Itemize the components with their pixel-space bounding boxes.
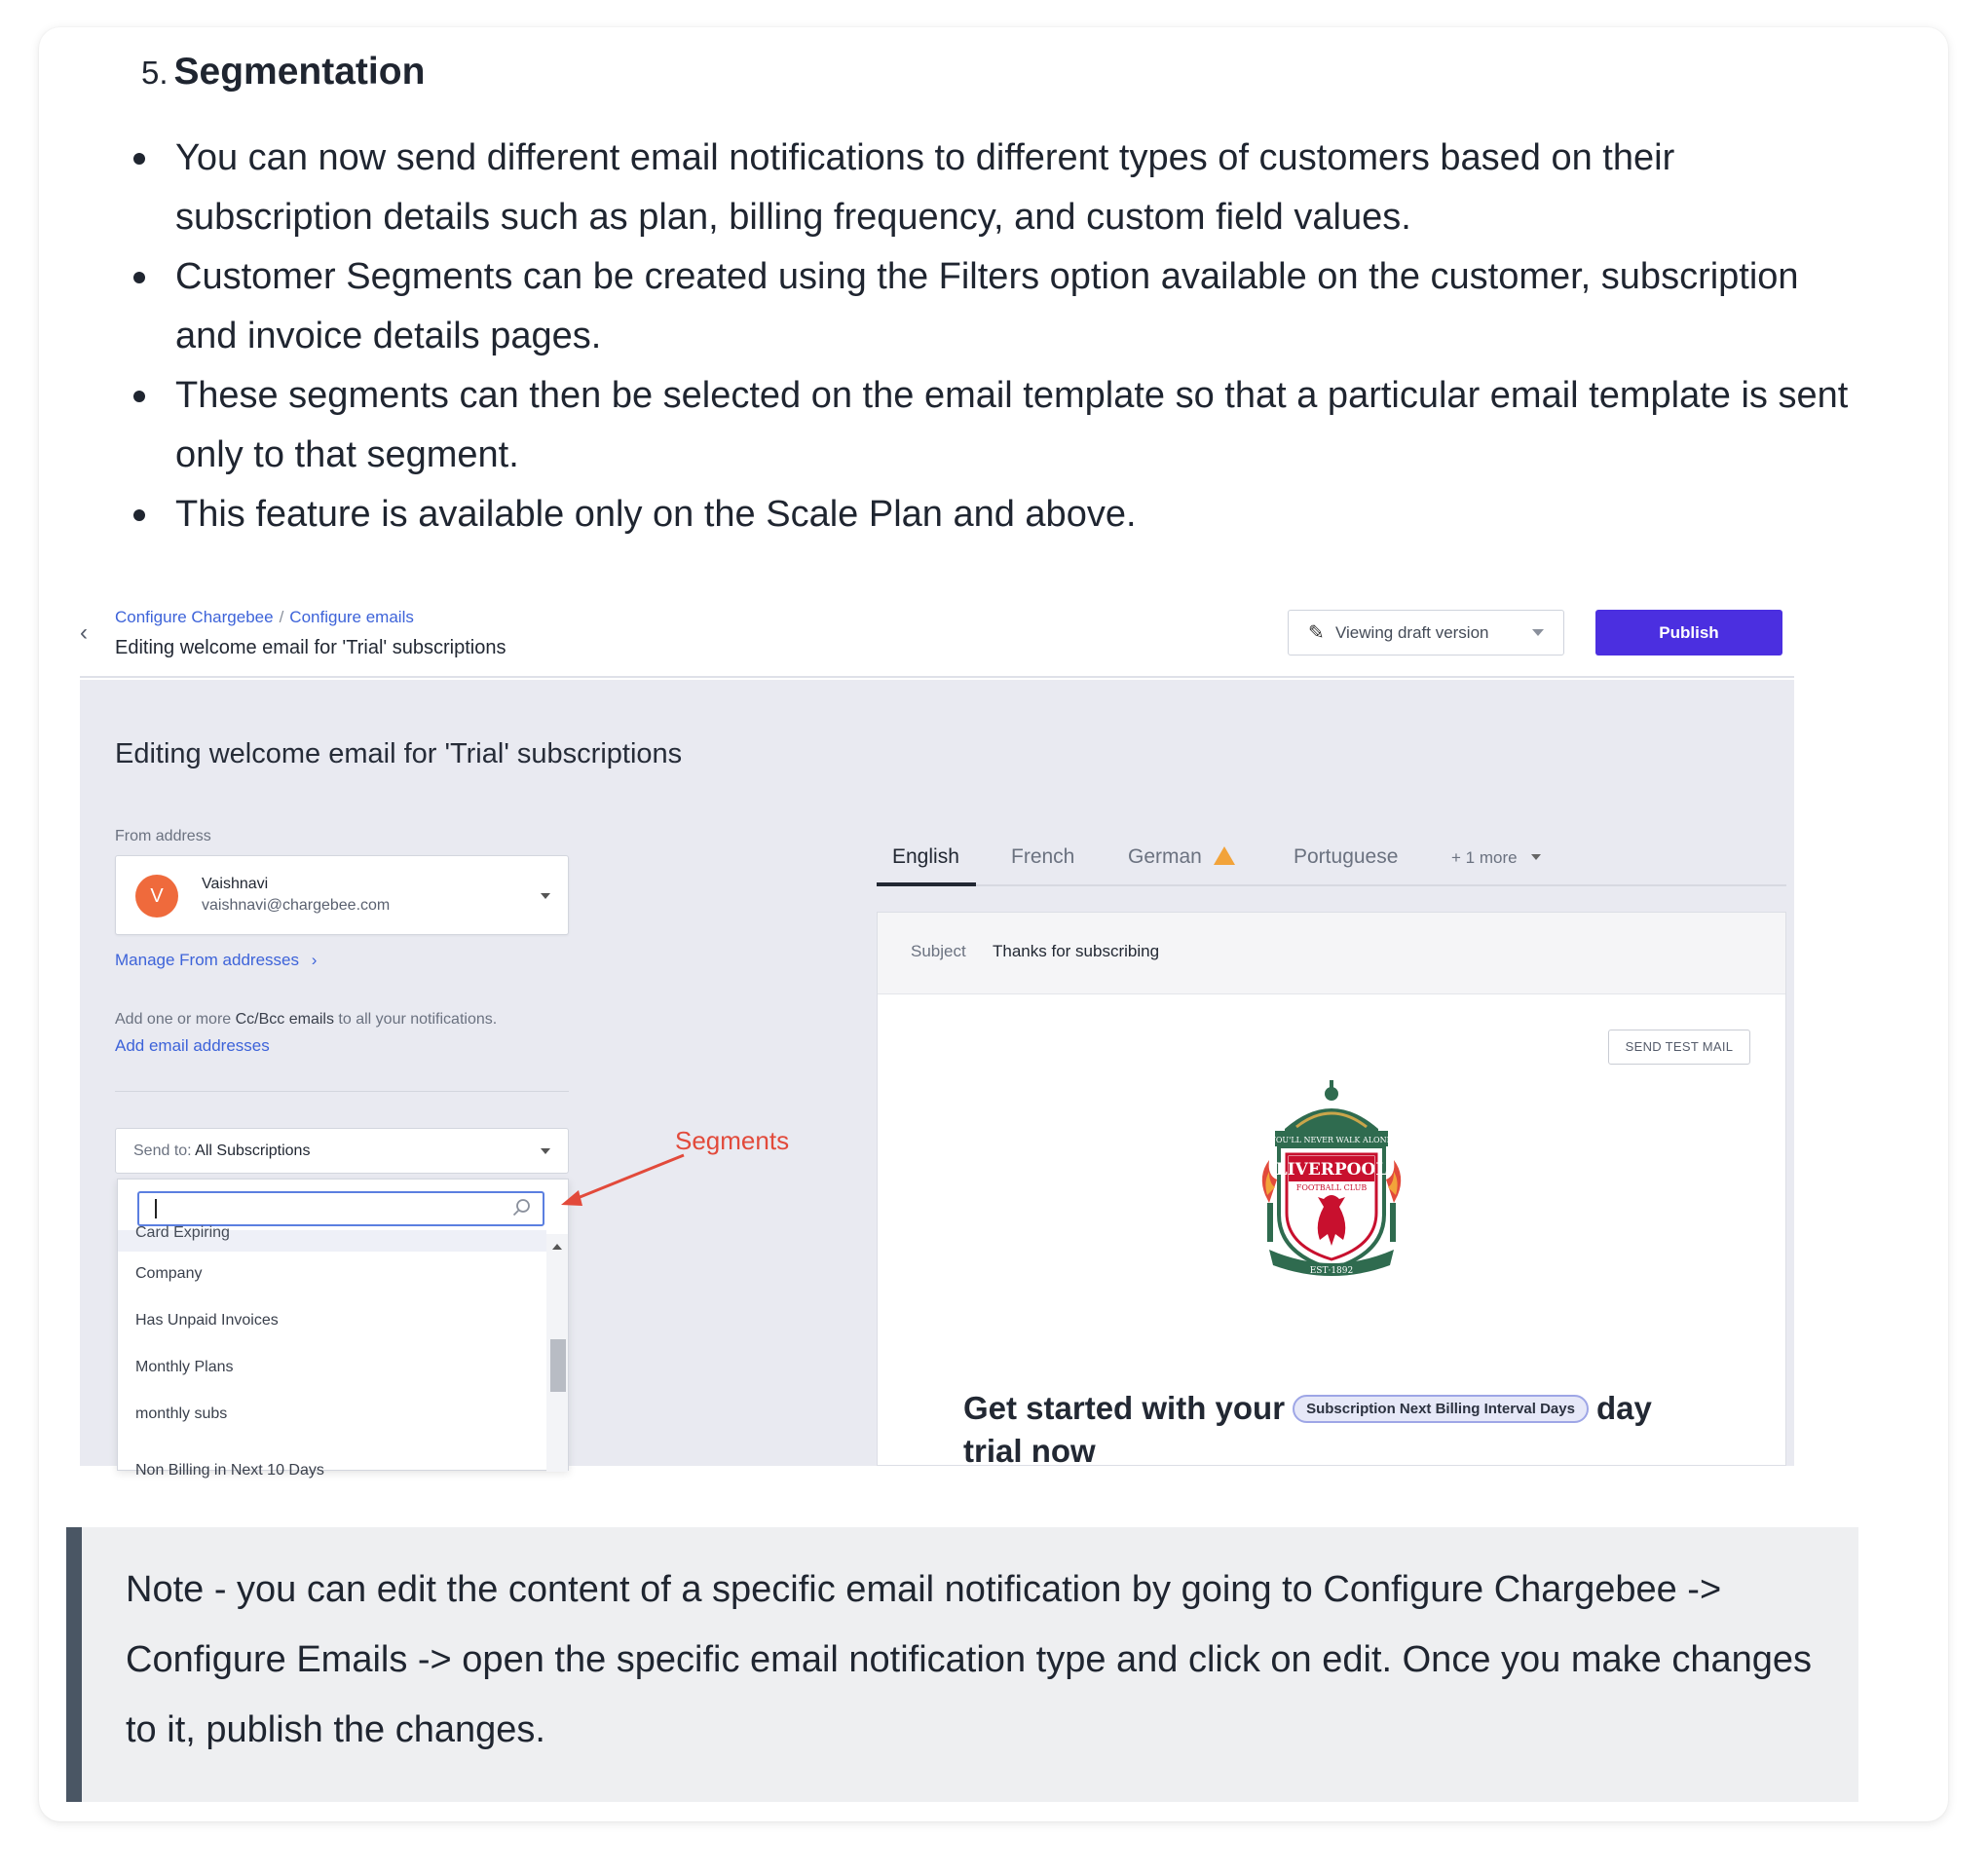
email-heading-line2: trial now <box>963 1433 1096 1469</box>
section-title: Segmentation <box>173 51 426 93</box>
send-to-select[interactable] <box>115 1128 569 1174</box>
from-email: vaishnavi@chargebee.com <box>202 897 391 914</box>
tab-german[interactable] <box>1128 845 1235 869</box>
feature-bullet-list <box>175 129 1851 544</box>
tab-english[interactable]: English <box>892 845 959 868</box>
note-text: Note - you can edit the content of a specific email notification by going to Configure Chargebee -> Configure Emails -> open the specific email notification type and click on edit. Once you make changes to it, publish the changes. <box>126 1569 1812 1750</box>
dropdown-item-label: Card Expiring <box>135 1224 230 1241</box>
language-tabs <box>877 826 1786 886</box>
section-heading <box>141 51 425 94</box>
merge-field-pill[interactable]: Subscription Next Billing Interval Days <box>1293 1395 1589 1423</box>
chevron-down-icon <box>1532 629 1544 636</box>
tab-german-label: German <box>1128 845 1202 868</box>
breadcrumb <box>115 608 414 627</box>
editor-body <box>80 680 1794 1479</box>
add-email-addresses-link[interactable]: Add email addresses <box>115 1036 270 1055</box>
active-tab-indicator <box>877 882 976 886</box>
bullet-item: Customer Segments can be created using the Filters option available on the customer, subscription and invoice details pages. <box>175 247 1851 366</box>
embedded-screenshot <box>80 596 1794 1479</box>
send-to-label <box>133 1143 310 1160</box>
dropdown-item[interactable]: Has Unpaid Invoices <box>135 1312 279 1329</box>
page-title: Editing welcome email for 'Trial' subscriptions <box>115 738 683 769</box>
tab-portuguese[interactable]: Portuguese <box>1294 845 1399 868</box>
tab-more-label: + 1 more <box>1451 848 1518 867</box>
email-preview <box>877 912 1786 1469</box>
email-heading <box>963 1390 1652 1427</box>
version-select-value: Viewing draft version <box>1335 623 1489 642</box>
crest-name: LIVERPOOL <box>1275 1160 1388 1180</box>
manage-from-addresses-label: Manage From addresses <box>115 951 299 969</box>
send-to-value: All Subscriptions <box>195 1143 311 1159</box>
subject-bar <box>878 913 1785 994</box>
send-test-mail-button[interactable]: SEND TEST MAIL <box>1608 1030 1750 1065</box>
crest-motto: YOU'LL NEVER WALK ALONE <box>1270 1136 1393 1144</box>
dropdown-item[interactable]: Company <box>135 1265 203 1282</box>
from-address-select[interactable] <box>115 855 569 935</box>
chevron-down-icon <box>541 893 550 899</box>
bullet-item: You can now send different email notifications to different types of customers based on their subscription details such as plan, billing frequency, and custom field values. <box>175 129 1851 247</box>
back-chevron-icon[interactable]: ‹ <box>80 619 88 646</box>
subject-label: Subject <box>911 942 966 960</box>
breadcrumb-link-configure-emails[interactable]: Configure emails <box>289 608 414 626</box>
breadcrumb-separator: / <box>279 608 284 626</box>
segment-dropdown <box>117 1179 569 1479</box>
manage-from-addresses-link[interactable] <box>115 951 317 970</box>
version-select[interactable] <box>1288 610 1564 656</box>
chevron-down-icon <box>541 1148 550 1154</box>
divider <box>115 1091 569 1092</box>
warning-icon <box>1214 846 1235 865</box>
cc-bcc-hint <box>115 1011 497 1029</box>
from-address-label: From address <box>115 828 211 844</box>
chevron-down-icon <box>1531 854 1541 860</box>
crest-est: EST·1892 <box>1309 1266 1354 1276</box>
cc-hint-post: to all your notifications. <box>333 1011 498 1028</box>
email-heading-pre: Get started with your <box>963 1390 1286 1426</box>
section-number: 5. <box>141 55 169 91</box>
tab-french[interactable]: French <box>1011 845 1075 868</box>
cc-hint-bold: Cc/Bcc emails <box>235 1011 334 1028</box>
subject-value[interactable]: Thanks for subscribing <box>993 942 1160 960</box>
editor-header <box>80 596 1794 678</box>
publish-button[interactable]: Publish <box>1595 610 1782 656</box>
dropdown-item-partial[interactable] <box>118 1224 546 1252</box>
breadcrumb-link-configure-chargebee[interactable]: Configure Chargebee <box>115 608 274 626</box>
annotation-arrow-icon <box>557 1155 694 1233</box>
scrollbar-thumb[interactable] <box>550 1339 566 1392</box>
from-name: Vaishnavi <box>202 876 269 892</box>
note-callout <box>66 1527 1858 1802</box>
header-title: Editing welcome email for 'Trial' subscriptions <box>115 637 506 658</box>
tab-more[interactable] <box>1451 848 1541 868</box>
segment-search-input[interactable] <box>137 1191 544 1226</box>
segments-annotation-label: Segments <box>675 1126 790 1155</box>
crest-sub: FOOTBALL CLUB <box>1295 1183 1368 1192</box>
dropdown-item[interactable]: monthly subs <box>135 1405 228 1422</box>
bullet-item: This feature is available only on the Scale Plan and above. <box>175 485 1851 544</box>
pencil-icon: ✎ <box>1308 622 1325 644</box>
dropdown-item[interactable]: Monthly Plans <box>135 1359 234 1375</box>
send-to-prefix: Send to: <box>133 1143 196 1159</box>
bullet-item: These segments can then be selected on the email template so that a particular email template is sent only to that segment. <box>175 366 1851 485</box>
avatar: V <box>135 875 178 918</box>
liverpool-crest-logo <box>1256 1078 1407 1281</box>
email-heading-post: day <box>1595 1390 1652 1426</box>
text-cursor <box>155 1199 157 1218</box>
search-icon <box>511 1197 533 1218</box>
chevron-right-icon: › <box>311 951 318 969</box>
dropdown-item[interactable]: Non Billing in Next 10 Days <box>135 1462 324 1479</box>
scroll-up-icon[interactable] <box>552 1244 562 1250</box>
cc-hint-pre: Add one or more <box>115 1011 236 1028</box>
